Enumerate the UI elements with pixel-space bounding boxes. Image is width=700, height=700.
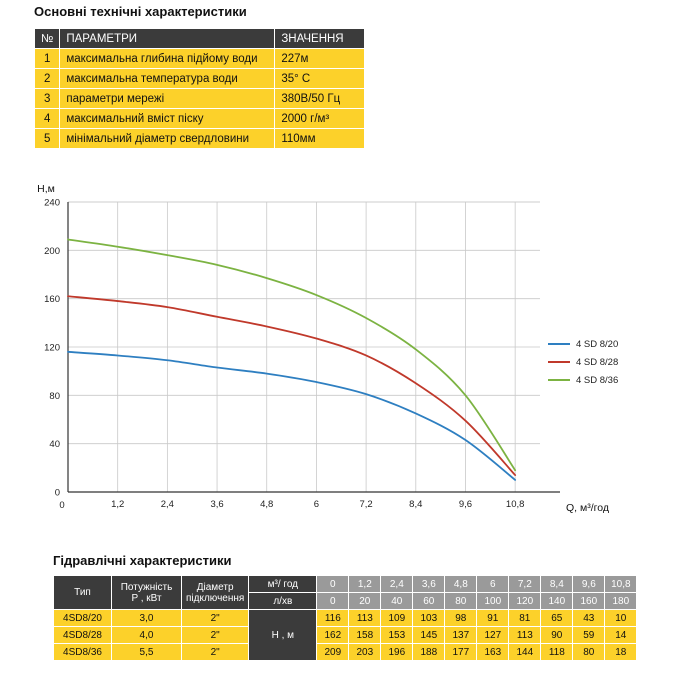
specs-cell-number: 4: [35, 109, 60, 129]
table-row: [54, 610, 637, 627]
hydro-flow-lmin-value: 160: [573, 593, 605, 610]
hydro-cell-head: 209: [317, 644, 349, 661]
hydro-cell-head: 43: [573, 610, 605, 627]
hydro-cell-head: 81: [509, 610, 541, 627]
specs-header-value: ЗНАЧЕННЯ: [275, 29, 365, 49]
specs-cell-value: 227м: [275, 49, 365, 69]
specs-cell-value: 380В/50 Гц: [275, 89, 365, 109]
chart-x-tick-label: 6: [313, 499, 320, 510]
chart-legend: [548, 336, 618, 390]
hydro-cell-type: 4SD8/20: [54, 610, 112, 627]
hydro-cell-diameter: 2": [182, 627, 249, 644]
hydro-cell-head: 145: [413, 627, 445, 644]
hydro-flow-lmin-value: 100: [477, 593, 509, 610]
hydro-flow-lmin-value: 20: [349, 593, 381, 610]
hydro-flow-m3-value: 8,4: [541, 576, 573, 593]
chart-x-tick-label: 0: [59, 500, 65, 511]
specs-table: [34, 28, 365, 149]
chart-x-axis-title: Q, м³/год: [566, 502, 609, 514]
hydro-flow-m3-value: 1,2: [349, 576, 381, 593]
hydro-cell-head: 162: [317, 627, 349, 644]
chart-curve: [68, 296, 515, 475]
chart-curve: [68, 352, 515, 480]
chart-x-tick-label: 4,8: [260, 499, 274, 510]
hydro-cell-head: 103: [413, 610, 445, 627]
hydro-cell-head: 158: [349, 627, 381, 644]
chart-gridlines: [68, 202, 540, 492]
chart-y-axis-title: H,м: [37, 183, 55, 195]
hydro-cell-power: 3,0: [112, 610, 182, 627]
hydro-cell-head: 90: [541, 627, 573, 644]
hydro-flow-m3-value: 0: [317, 576, 349, 593]
specs-cell-parameter: максимальна глибина підйому води: [60, 49, 275, 69]
hydro-header-row-1: [54, 576, 637, 593]
specs-cell-value: 110мм: [275, 129, 365, 149]
page-title: Основні технічні характеристики: [34, 4, 247, 19]
chart-x-tick-label: 2,4: [160, 499, 174, 510]
hydro-header-flow-m3: м³/ год: [249, 576, 317, 593]
specs-cell-parameter: максимальна температура води: [60, 69, 275, 89]
hydro-section-title: Гідравлічні характеристики: [53, 553, 232, 568]
hydro-cell-head: 188: [413, 644, 445, 661]
hydro-cell-head: 203: [349, 644, 381, 661]
hydro-cell-head: 177: [445, 644, 477, 661]
legend-label: 4 SD 8/36: [576, 374, 619, 386]
chart-x-tick-labels: [59, 499, 524, 511]
hydro-header-head: H , м: [249, 610, 317, 661]
hydro-cell-head: 65: [541, 610, 573, 627]
chart-x-tick-label: 10,8: [505, 499, 525, 510]
hydro-cell-type: 4SD8/36: [54, 644, 112, 661]
chart-y-tick-label: 240: [44, 197, 60, 209]
legend-color-swatch: [548, 361, 570, 363]
hydro-cell-diameter: 2": [182, 610, 249, 627]
hydro-flow-m3-value: 9,6: [573, 576, 605, 593]
hydro-flow-lmin-value: 60: [413, 593, 445, 610]
hydro-header-diameter: [182, 576, 249, 610]
hydro-cell-head: 10: [605, 610, 637, 627]
hydraulic-table: [53, 575, 637, 661]
hydro-cell-diameter: 2": [182, 644, 249, 661]
table-row: [54, 627, 637, 644]
legend-item: [548, 354, 618, 370]
hydro-flow-lmin-value: 80: [445, 593, 477, 610]
legend-item: [548, 336, 618, 352]
chart-x-tick-label: 3,6: [210, 499, 224, 510]
chart-y-tick-label: 200: [44, 245, 60, 257]
hydro-cell-head: 163: [477, 644, 509, 661]
hydro-flow-m3-value: 10,8: [605, 576, 637, 593]
hydro-cell-head: 144: [509, 644, 541, 661]
hydro-cell-head: 98: [445, 610, 477, 627]
specs-header-number: №: [35, 29, 60, 49]
chart-x-tick-label: 9,6: [458, 499, 473, 510]
specs-cell-number: 3: [35, 89, 60, 109]
chart-y-tick-label: 160: [44, 294, 60, 306]
hydro-header-flow-lmin: л/хв: [249, 593, 317, 610]
chart-x-tick-label: 7,2: [359, 499, 373, 510]
specs-cell-parameter: максимальний вміст піску: [60, 109, 275, 129]
hydro-cell-head: 116: [317, 610, 349, 627]
hydro-flow-lmin-value: 40: [381, 593, 413, 610]
hydro-flow-lmin-value: 0: [317, 593, 349, 610]
table-row: [35, 89, 365, 109]
legend-label: 4 SD 8/20: [576, 338, 619, 350]
legend-color-swatch: [548, 343, 570, 345]
specs-cell-number: 1: [35, 49, 60, 69]
legend-item: [548, 372, 618, 388]
table-row: [54, 644, 637, 661]
chart-y-tick-label: 80: [49, 390, 60, 402]
hydro-cell-head: 137: [445, 627, 477, 644]
table-row: [35, 49, 365, 69]
table-row: [35, 129, 365, 149]
chart-curve: [68, 239, 515, 470]
hydro-header-power: [112, 576, 182, 610]
chart-y-tick-label: 0: [54, 487, 60, 499]
specs-cell-value: 2000 г/м³: [275, 109, 365, 129]
chart-x-tick-label: 8,4: [409, 499, 423, 510]
specs-table-header-row: [35, 29, 365, 49]
hydro-header-power-line2: P , кВт: [131, 592, 162, 604]
hydro-cell-head: 127: [477, 627, 509, 644]
legend-color-swatch: [548, 379, 570, 381]
table-row: [35, 69, 365, 89]
hydro-flow-m3-value: 3,6: [413, 576, 445, 593]
hydro-cell-type: 4SD8/28: [54, 627, 112, 644]
hydro-cell-head: 109: [381, 610, 413, 627]
hydro-flow-lmin-value: 140: [541, 593, 573, 610]
hydro-cell-head: 59: [573, 627, 605, 644]
hydro-cell-head: 91: [477, 610, 509, 627]
specs-header-parameter: ПАРАМЕТРИ: [60, 29, 275, 49]
hydro-flow-m3-value: 4,8: [445, 576, 477, 593]
hydro-cell-head: 118: [541, 644, 573, 661]
specs-cell-number: 5: [35, 129, 60, 149]
hydro-cell-power: 4,0: [112, 627, 182, 644]
specs-cell-number: 2: [35, 69, 60, 89]
hydro-cell-power: 5,5: [112, 644, 182, 661]
hydro-cell-head: 113: [509, 627, 541, 644]
chart-y-tick-label: 120: [44, 342, 60, 354]
hydro-cell-head: 153: [381, 627, 413, 644]
hydro-header-type: Тип: [54, 576, 112, 610]
hydro-cell-head: 196: [381, 644, 413, 661]
hydro-header-diameter-line2: підключення: [186, 592, 245, 604]
hydro-cell-head: 80: [573, 644, 605, 661]
hydro-cell-head: 113: [349, 610, 381, 627]
table-row: [35, 109, 365, 129]
hydro-header-diameter-line1: Діаметр: [196, 581, 234, 593]
hydro-flow-m3-value: 7,2: [509, 576, 541, 593]
hydro-cell-head: 14: [605, 627, 637, 644]
legend-label: 4 SD 8/28: [576, 356, 619, 368]
specs-cell-parameter: мінімальний діаметр свердловини: [60, 129, 275, 149]
chart-x-tick-label: 1,2: [111, 499, 125, 510]
chart-y-tick-labels: [44, 198, 60, 499]
hydro-header-power-line1: Потужність: [120, 581, 173, 593]
specs-cell-parameter: параметри мережі: [60, 89, 275, 109]
hydro-flow-m3-value: 2,4: [381, 576, 413, 593]
hydro-flow-m3-value: 6: [477, 576, 509, 593]
hydro-cell-head: 18: [605, 644, 637, 661]
specs-cell-value: 35° С: [275, 69, 365, 89]
hydro-flow-lmin-value: 120: [509, 593, 541, 610]
chart-y-tick-label: 40: [49, 439, 60, 451]
hydro-flow-lmin-value: 180: [605, 593, 637, 610]
